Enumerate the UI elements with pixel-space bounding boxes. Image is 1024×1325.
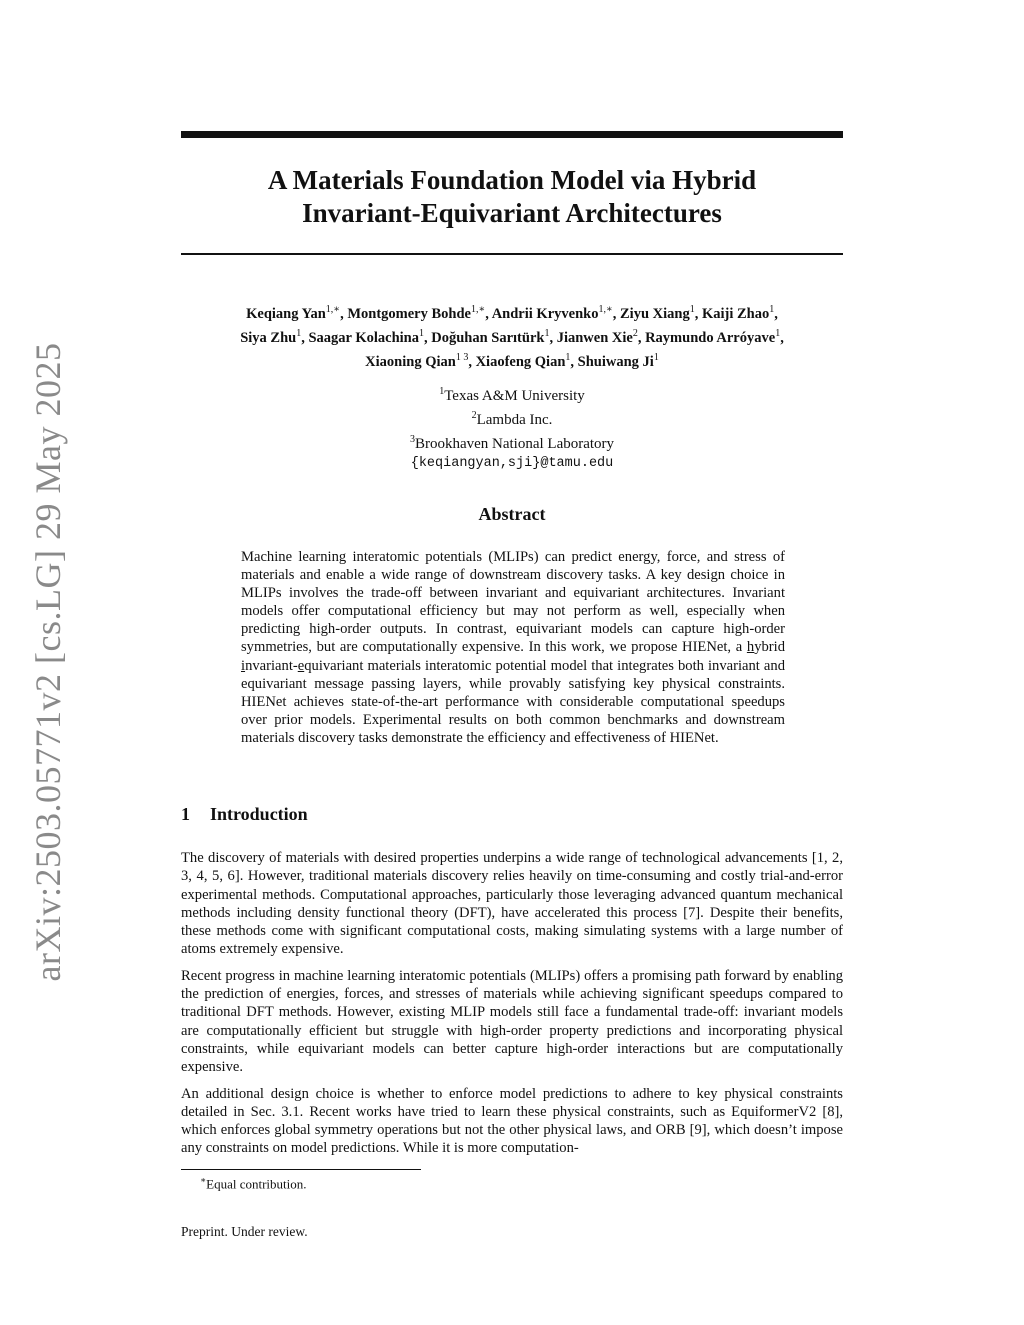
author-name: Ziyu Xiang bbox=[620, 305, 690, 322]
paper-title bbox=[181, 164, 843, 230]
author-name: Saagar Kolachina bbox=[308, 329, 419, 346]
abstract-heading: Abstract bbox=[478, 504, 546, 524]
preprint-notice: Preprint. Under review. bbox=[181, 1224, 308, 1239]
author-line-1: Keqiang Yan$^{1,∗}$, Montgomery Bohde$^{1,∗}$, Andrii Kryvenko$^{1,∗}$, Ziyu Xiang$^1$, Kaiji Zhao$^1$, bbox=[246, 304, 778, 322]
introduction-body bbox=[181, 849, 843, 1166]
author-name: Xiaofeng Qian bbox=[475, 353, 566, 370]
title-top-rule bbox=[181, 131, 843, 138]
paragraph: The discovery of materials with desired properties underpins a wide range of technological advancements [1, 2, 3, 4, 5, 6]. However, traditional materials discovery relies heavily on time-consuming and costly trial-and-error experimental methods. Computational approaches, particularly those leveraging advanced quantum mechanical methods including density functional theory (DFT), have accelerated this process [7]. Despite their benefits, these methods come with significant computational costs, making simulating systems with a large number of atoms extremely expensive. bbox=[181, 850, 843, 958]
author-name: Doğuhan Sarıtürk bbox=[431, 329, 545, 346]
author-line-3: Xiaoning Qian$^{1 3}$, Xiaofeng Qian$^1$, Shuiwang Ji$^1$ bbox=[365, 351, 659, 370]
section-number: 1 bbox=[181, 804, 190, 824]
affiliation: $^3$Brookhaven National Laboratory bbox=[409, 434, 615, 452]
author-line-2: Siya Zhu$^1$, Saagar Kolachina$^1$, Doğuhan Sarıtürk$^1$, Jianwen Xie$^2$, Raymundo Arróyave$^1$, bbox=[240, 327, 784, 346]
author-name: Xiaoning Qian bbox=[365, 353, 456, 370]
author-name: Shuiwang Ji bbox=[577, 353, 654, 370]
footnote: ∗Equal contribution. bbox=[200, 1175, 307, 1192]
section-heading bbox=[181, 804, 308, 825]
title-line-2: Invariant-Equivariant Architectures bbox=[302, 198, 722, 228]
author-name: Keqiang Yan bbox=[246, 305, 326, 322]
arxiv-identifier: arXiv:2503.05771v2 [cs.LG] 29 May 2025 bbox=[28, 342, 68, 982]
paragraph: Recent progress in machine learning interatomic potentials (MLIPs) offers a promising path forward by enabling the prediction of energies, forces, and stresses of materials while achieving significant speedups compared to traditional DFT methods. However, existing MLIP models still face a fundamental trade-off: invariant models are computationally efficient but struggle with high-order property predictions and incorporating physical constraints, while equivariant models can better capture high-order interactions but are computationally expensive. bbox=[181, 967, 843, 1076]
footnote-rule bbox=[181, 1169, 421, 1170]
contact-email: {keqiangyan,sji}@tamu.edu bbox=[410, 456, 614, 471]
author-name: Andrii Kryvenko bbox=[491, 305, 599, 322]
affiliations bbox=[181, 382, 843, 473]
author-name: Raymundo Arróyave bbox=[645, 329, 776, 346]
paragraph: An additional design choice is whether to enforce model predictions to adhere to key physical constraints detailed in Sec. 3.1. Recent works have tried to learn these physical constraints, such as EquiformerV2 [8], which enforces global symmetry operations but not the other physical laws, and ORB [9], which doesn’t impose any constraints on model predictions. While it is more computation- bbox=[181, 1085, 843, 1157]
author-name: Kaiji Zhao bbox=[701, 305, 770, 322]
abstract-text: Machine learning interatomic potentials (MLIPs) can predict energy, force, and stress of materials and enable a wide range of downstream discovery tasks. A key design choice in MLIPs involves the trade-off between invariant and equivariant architectures. Invariant models offer computational efficiency but may not perform as well, especially when predicting high-order outputs. In contrast, equivariant models can capture high-order symmetries, but are computationally expensive. In this work, we propose HIENet, a hybrid invariant-equivariant materials interatomic potential model that integrates both invariant and equivariant message passing layers, while provably satisfying key physical constraints. HIENet achieves state-of-the-art performance with considerable computational speedups over prior models. Experimental results on both common benchmarks and downstream materials discovery tasks demonstrate the efficiency and effectiveness of HIENet. bbox=[241, 549, 785, 746]
author-list bbox=[181, 300, 843, 371]
author-name: Montgomery Bohde bbox=[347, 305, 471, 322]
section-title: Introduction bbox=[210, 804, 308, 824]
title-line-1: A Materials Foundation Model via Hybrid bbox=[267, 165, 757, 195]
affiliation: $^1$Texas A&M University bbox=[439, 386, 585, 404]
author-name: Jianwen Xie bbox=[556, 329, 633, 346]
title-bottom-rule bbox=[181, 253, 843, 255]
author-name: Siya Zhu bbox=[240, 329, 297, 346]
affiliation: $^2$Lambda Inc. bbox=[471, 410, 553, 428]
